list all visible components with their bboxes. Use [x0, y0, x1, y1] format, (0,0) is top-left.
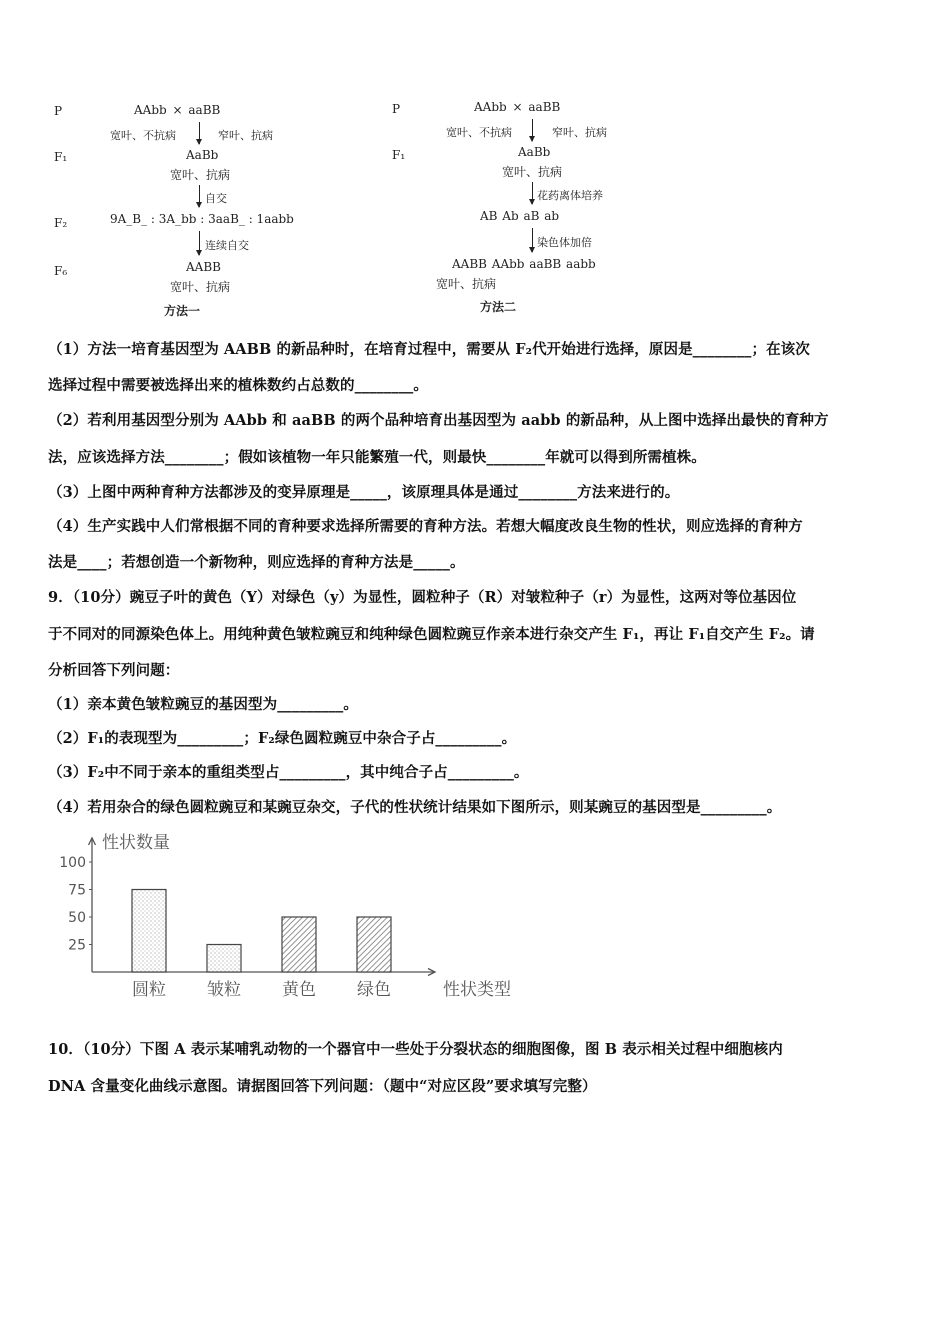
- y-tick-label: 75: [68, 882, 86, 899]
- q10-stem-line1: 10．（10分）下图 A 表示某哺乳动物的一个器官中一些处于分裂状态的细胞图像，图 B 表示相关过程中细胞核内: [48, 1041, 783, 1058]
- q9-part4: （4）若用杂合的绿色圆粒豌豆和某豌豆杂交，子代的性状统计结果如下图所示，则某豌豆的基因型是_________。: [48, 799, 782, 816]
- generation-label-f6: F₆: [54, 264, 68, 278]
- method1-caption: 方法一: [164, 304, 201, 318]
- q8-part1-line2: 选择过程中需要被选择出来的植株数约占总数的________。: [48, 377, 428, 394]
- y-tick-label: 50: [68, 910, 86, 926]
- f6-phenotype: 宽叶、抗病: [170, 280, 231, 294]
- breeding-diagram-method2: [0, 0, 700, 320]
- q9-stem-line1: 9．（10分）豌豆子叶的黄色（Y）对绿色（y）为显性，圆粒种子（R）对皱粒种子（r）为显性，这两对等位基因位: [48, 589, 797, 606]
- q8-part2-line2: 法，应该选择方法________；假如该植物一年只能繁殖一代，则最快________年就可以得到所需植株。: [48, 449, 706, 466]
- x-category-label: 皱粒: [207, 980, 241, 1000]
- q9-part1: （1）亲本黄色皱粒豌豆的基因型为_________。: [48, 696, 358, 713]
- step-continuous-selfing: 连续自交: [205, 239, 249, 252]
- generation-label-p: P: [392, 102, 401, 116]
- f2-segregation-ratio: 9A_B_ : 3A_bb : 3aaB_ : 1aabb: [110, 212, 294, 226]
- bar-1: [132, 890, 166, 973]
- haploid-genotypes: AB Ab aB ab: [480, 209, 560, 223]
- step-selfing: 自交: [205, 192, 227, 205]
- parent-genotypes: AAbb × aaBB: [134, 103, 221, 117]
- parent2-phenotype: 窄叶、抗病: [218, 129, 273, 142]
- method2-caption: 方法二: [480, 300, 517, 314]
- q8-part3: （3）上图中两种育种方法都涉及的变异原理是_____，该原理具体是通过________方法来进行的。: [48, 484, 680, 501]
- trait-count-bar-chart: [50, 824, 570, 1009]
- q9-stem-line3: 分析回答下列问题：: [48, 662, 180, 679]
- result-phenotype: 宽叶、抗病: [436, 277, 497, 291]
- bar-2: [207, 945, 241, 973]
- q8-part4-line1: （4）生产实践中人们常根据不同的育种要求选择所需要的育种方法。若想大幅度改良生物的性状，则应选择的育种方: [48, 518, 803, 535]
- q8-part2-line1: （2）若利用基因型分别为 AAbb 和 aaBB 的两个品种培育出基因型为 aabb 的新品种，从上图中选择出最快的育种方: [48, 412, 829, 429]
- generation-label-f1: F₁: [392, 148, 406, 162]
- step-anther-culture: 花药离体培养: [537, 189, 603, 202]
- y-axis-label: 性状数量: [102, 833, 170, 853]
- generation-label-f2: F₂: [54, 216, 68, 230]
- q9-stem-line2: 于不同对的同源染色体上。用纯种黄色皱粒豌豆和纯种绿色圆粒豌豆作亲本进行杂交产生 F₁，再让 F₁自交产生 F₂。请: [48, 626, 815, 643]
- bar-4: [357, 917, 391, 972]
- step-chromosome-doubling: 染色体加倍: [537, 236, 592, 249]
- parent-genotypes: AAbb × aaBB: [474, 100, 561, 114]
- bar-3: [282, 917, 316, 972]
- x-category-label: 黄色: [282, 980, 316, 1000]
- down-arrow-icon: [532, 182, 533, 204]
- y-tick-label: 25: [68, 937, 86, 954]
- parent2-phenotype: 窄叶、抗病: [552, 126, 607, 139]
- q8-part4-line2: 法是____；若想创造一个新物种，则应选择的育种方法是_____。: [48, 554, 465, 571]
- q10-stem-line2: DNA 含量变化曲线示意图。请据图回答下列问题：（题中“对应区段”要求填写完整）: [48, 1078, 597, 1095]
- generation-label-p: P: [54, 104, 63, 118]
- f1-genotype: AaBb: [186, 148, 219, 162]
- q8-part1-line1: （1）方法一培育基因型为 AABB 的新品种时，在培育过程中，需要从 F₂代开始进行选择，原因是________；在该次: [48, 341, 810, 358]
- y-tick-label: 100: [59, 855, 86, 871]
- q9-part2: （2）F₁的表现型为_________；F₂绿色圆粒豌豆中杂合子占_________。: [48, 730, 517, 747]
- q9-part3: （3）F₂中不同于亲本的重组类型占_________，其中纯合子占_________。: [48, 764, 529, 781]
- homozygous-genotypes: AABB AAbb aaBB aabb: [452, 257, 596, 271]
- f6-genotype: AABB: [186, 260, 221, 274]
- x-axis-label: 性状类型: [443, 980, 511, 1000]
- x-category-label: 绿色: [357, 980, 391, 1000]
- generation-label-f1: F₁: [54, 150, 68, 164]
- f1-genotype: AaBb: [518, 145, 551, 159]
- x-category-label: 圆粒: [132, 980, 166, 1000]
- f1-phenotype: 宽叶、抗病: [170, 168, 231, 182]
- down-arrow-icon: [532, 228, 533, 252]
- down-arrow-icon: [532, 119, 533, 141]
- parent1-phenotype: 宽叶、不抗病: [110, 129, 176, 142]
- parent1-phenotype: 宽叶、不抗病: [446, 126, 512, 139]
- f1-phenotype: 宽叶、抗病: [502, 165, 563, 179]
